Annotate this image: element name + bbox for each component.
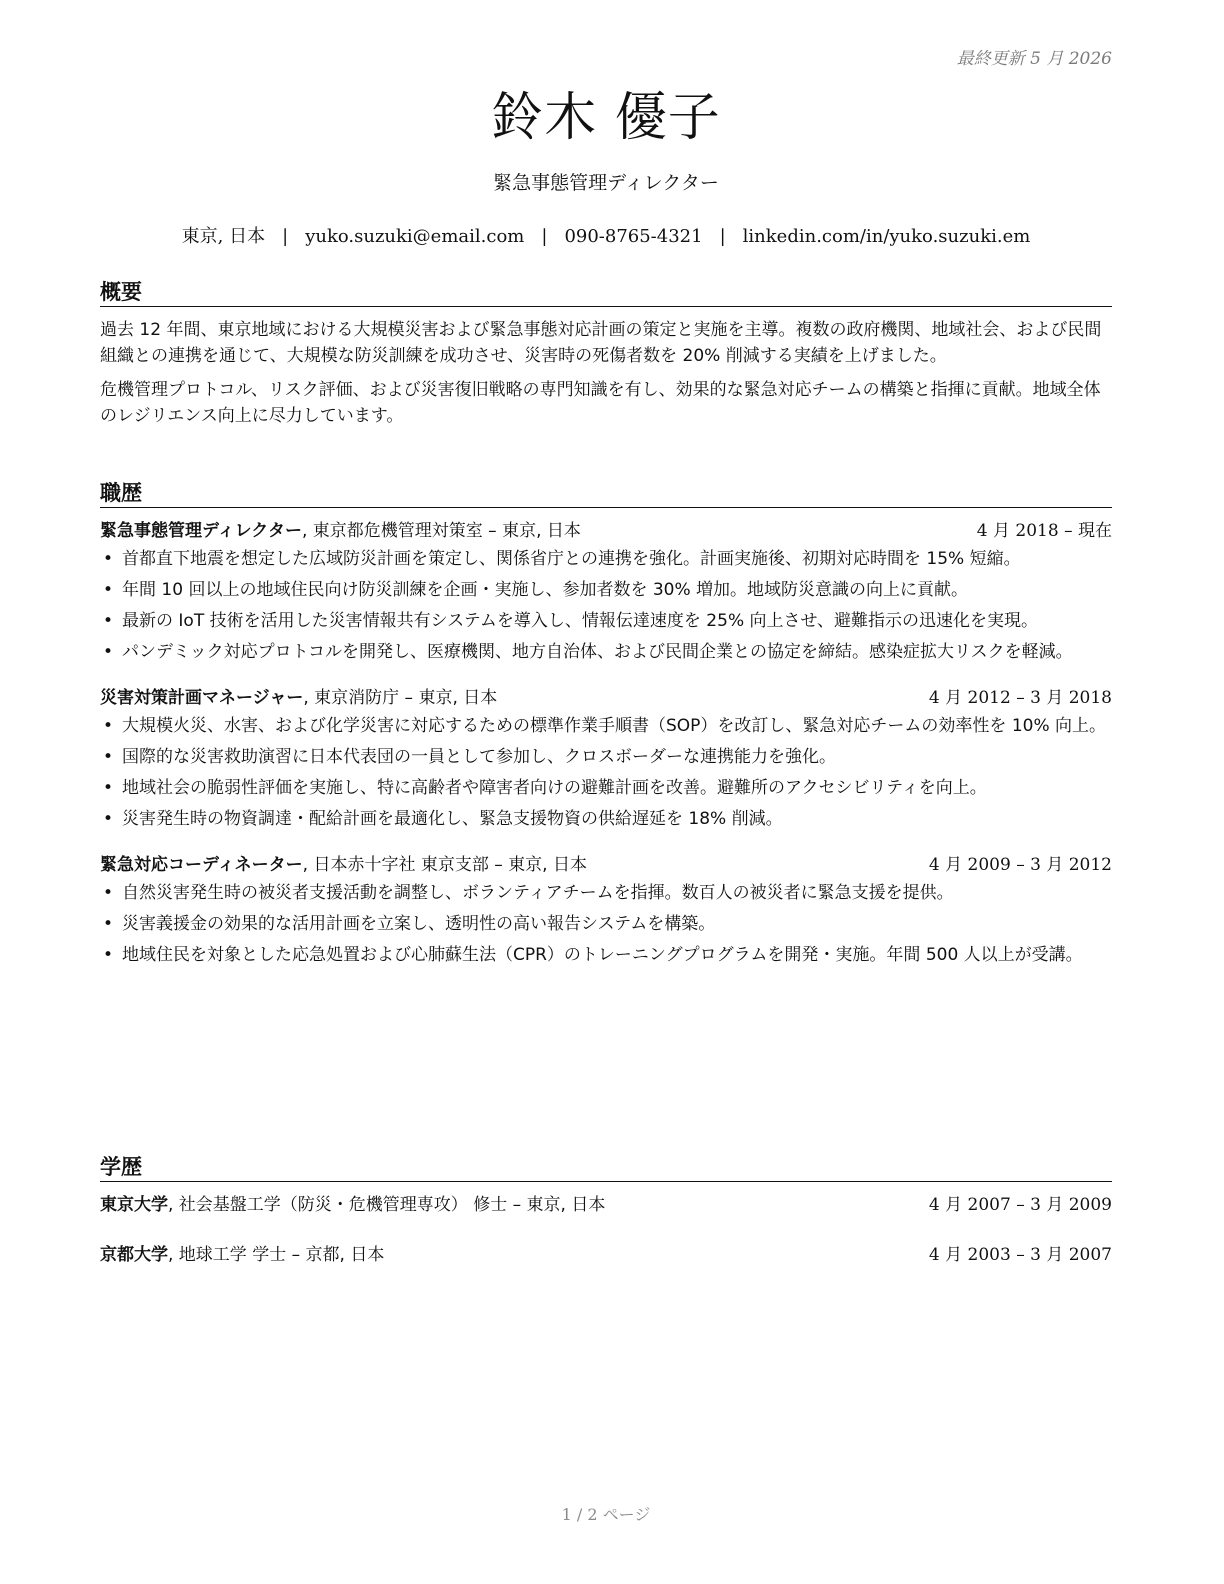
bullet-icon: • [103,883,114,903]
last-updated: 最終更新 5 月 2026 [956,49,1112,69]
job-organization: , 東京消防庁 – 東京, 日本 [303,688,498,708]
summary-section [100,278,1112,437]
bullet-icon: • [103,611,114,631]
job-organization: , 東京都危機管理対策室 – 東京, 日本 [301,521,581,541]
bullet-text: 地域社会の脆弱性評価を実施し、特に高齢者や障害者向けの避難計画を改善。避難所のアクセシビリティを向上。 [122,778,987,798]
contact-separator: | [541,226,548,247]
job-bullets [100,546,1112,665]
list-item [100,942,1112,968]
job-role: 災害対策計画マネージャー [100,688,304,708]
contact-email[interactable]: yuko.suzuki@email.com [305,226,525,247]
degree-detail: , 地球工学 学士 – 京都, 日本 [168,1245,385,1265]
education-entry [100,1192,1112,1218]
list-item [100,546,1112,572]
school-name: 京都大学 [100,1245,168,1265]
section-heading-education: 学歴 [100,1153,1112,1182]
job-header [100,685,1112,711]
job-dates: 4 月 2009 – 3 月 2012 [928,855,1112,875]
contact-line [100,224,1112,250]
list-item [100,775,1112,801]
contact-separator: | [719,226,726,247]
job-title: 緊急事態管理ディレクター [493,172,719,194]
contact-location: 東京, 日本 [181,226,266,247]
job-entry [100,852,1112,968]
bullet-icon: • [103,914,114,934]
job-dates: 4 月 2012 – 3 月 2018 [928,688,1112,708]
bullet-icon: • [103,778,114,798]
bullet-icon: • [103,716,114,736]
list-item [100,806,1112,832]
bullet-icon: • [103,580,114,600]
bullet-text: 年間 10 回以上の地域住民向け防災訓練を企画・実施し、参加者数を 30% 増加。地域防災意識の向上に貢献。 [122,580,969,600]
summary-paragraph: 過去 12 年間、東京地域における大規模災害および緊急事態対応計画の策定と実施を主導。複数の政府機関、地域社会、および民間組織との連携を通じて、大規模な防災訓練を成功させ、災害時の死傷者数を 20% 削減する実績を上げました。 [100,320,1102,366]
person-name: 鈴木 優子 [491,88,721,148]
education-dates: 4 月 2007 – 3 月 2009 [928,1195,1112,1215]
list-item [100,744,1112,770]
bullet-icon: • [103,747,114,767]
bullet-text: 最新の IoT 技術を活用した災害情報共有システムを導入し、情報伝達速度を 25% 向上させ、避難指示の迅速化を実現。 [122,611,1038,631]
education-dates: 4 月 2003 – 3 月 2007 [928,1245,1112,1265]
resume-page [100,0,1112,1584]
bullet-text: 自然災害発生時の被災者支援活動を調整し、ボランティアチームを指揮。数百人の被災者に緊急支援を提供。 [122,883,954,903]
job-dates: 4 月 2018 – 現在 [976,521,1112,541]
list-item [100,639,1112,665]
school-name: 東京大学 [100,1195,168,1215]
job-organization: , 日本赤十字社 東京支部 – 東京, 日本 [302,855,587,875]
list-item [100,880,1112,906]
list-item [100,577,1112,603]
bullet-text: 災害義援金の効果的な活用計画を立案し、透明性の高い報告システムを構築。 [122,914,716,934]
bullet-text: 国際的な災害救助演習に日本代表団の一員として参加し、クロスボーダーな連携能力を強化。 [122,747,836,767]
bullet-text: 大規模火災、水害、および化学災害に対応するための標準作業手順書（SOP）を改訂し、緊急対応チームの効率性を 10% 向上。 [122,716,1107,736]
degree-detail: , 社会基盤工学（防災・危機管理専攻） 修士 – 東京, 日本 [168,1195,606,1215]
experience-section [100,479,1112,973]
education-entry [100,1242,1112,1268]
contact-separator: | [282,226,289,247]
job-bullets [100,713,1112,832]
bullet-text: パンデミック対応プロトコルを開発し、医療機関、地方自治体、および民間企業との協定を締結。感染症拡大リスクを軽減。 [122,642,1073,662]
list-item [100,713,1112,739]
job-bullets [100,880,1112,968]
bullet-text: 災害発生時の物資調達・配給計画を最適化し、緊急支援物資の供給遅延を 18% 削減。 [122,809,783,829]
job-header [100,518,1112,544]
contact-phone: 090-8765-4321 [564,226,703,247]
bullet-icon: • [103,809,114,829]
bullet-text: 地域住民を対象とした応急処置および心肺蘇生法（CPR）のトレーニングプログラムを開発・実施。年間 500 人以上が受講。 [122,945,1083,965]
summary-paragraph: 危機管理プロトコル、リスク評価、および災害復旧戦略の専門知識を有し、効果的な緊急対応チームの構築と指揮に貢献。地域全体のレジリエンス向上に尽力しています。 [100,380,1101,426]
bullet-text: 首都直下地震を想定した広域防災計画を策定し、関係省庁との連携を強化。計画実施後、初期対応時間を 15% 短縮。 [122,549,1021,569]
contact-linkedin[interactable]: linkedin.com/in/yuko.suzuki.em [742,226,1031,247]
job-header [100,852,1112,878]
bullet-icon: • [103,549,114,569]
job-entry [100,685,1112,832]
section-heading-experience: 職歴 [100,479,1112,508]
page-number: 1 / 2 ページ [561,1505,651,1524]
list-item [100,608,1112,634]
bullet-icon: • [103,945,114,965]
list-item [100,911,1112,937]
section-heading-summary: 概要 [100,278,1112,307]
education-section [100,1153,1112,1268]
job-role: 緊急事態管理ディレクター [100,521,302,541]
job-role: 緊急対応コーディネーター [100,855,303,875]
bullet-icon: • [103,642,114,662]
job-entry [100,518,1112,665]
